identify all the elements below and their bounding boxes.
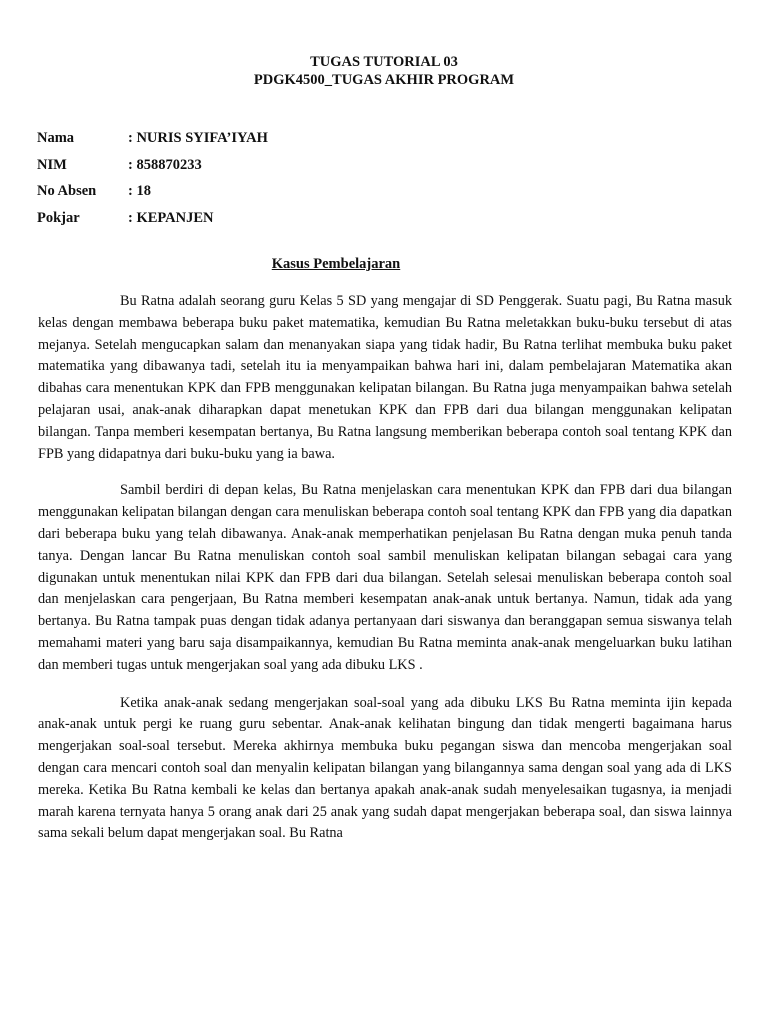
identity-row-absen: [37, 181, 437, 208]
identity-value: : KEPANJEN: [128, 209, 214, 226]
identity-label: No Absen: [37, 183, 97, 199]
document-subtitle: PDGK4500_TUGAS AKHIR PROGRAM: [253, 72, 515, 88]
identity-row-nim: [37, 155, 437, 182]
identity-label: NIM: [37, 156, 67, 173]
paragraph: Bu Ratna adalah seorang guru Kelas 5 SD yang mengajar di SD Penggerak. Suatu pagi, Bu Ratna masuk kelas dengan membawa beberapa buku paket matematika, kemudian Bu Ratna meletakkan buku-buku tersebut di atas mejanya. Setelah mengucapkan salam dan menanyakan siapa yang tidak hadir, Bu Ratna terlihat membuka buku paket matematika yang dibawanya tadi, setelah itu ia menyampaikan bahwa hari ini, dalam pembelajaran Matematika akan dibahas cara menentukan KPK dan FPB menggunakan kelipatan bilangan. Bu Ratna juga menyampaikan bahwa setelah pelajaran usai, anak-anak diharapkan dapat menetukan KPK dan FPB dari dua bilangan menggunakan kelipatan bilangan. Tanpa memberi kesempatan bertanya, Bu Ratna langsung memberikan beberapa contoh soal tentang KPK dan FPB yang didapatnya dari buku-buku yang ia bawa.: [38, 293, 732, 462]
document-title: TUGAS TUTORIAL 03: [310, 54, 458, 70]
identity-block: [37, 128, 437, 234]
identity-label: Nama: [37, 130, 75, 146]
section-heading: Kasus Pembelajaran: [271, 256, 401, 272]
identity-value: : 18: [128, 183, 151, 199]
identity-value: : 858870233: [128, 156, 202, 173]
document-body: [38, 291, 732, 845]
identity-row-name: [37, 128, 437, 155]
identity-label: Pokjar: [37, 209, 80, 226]
identity-row-pokjar: [37, 208, 437, 235]
paragraph: Sambil berdiri di depan kelas, Bu Ratna menjelaskan cara menentukan KPK dan FPB dari dua bilangan menggunakan kelipatan bilangan dengan cara menuliskan beberapa contoh soal tentang KPK dan FPB yang dia dapatkan dari beberapa buku yang telah dibawanya. Anak-anak memperhatikan penjelasan Bu Ratna dengan muka penuh tanda tanya. Dengan lancar Bu Ratna menuliskan contoh soal sambil menuliskan kelipatan bilangan sebagai cara yang digunakan untuk menentukan nilai KPK dan FPB dari dua bilangan. Setelah selesai menuliskan beberapa contoh soal dan menjelaskan cara pengerjaan, Bu Ratna memberi kesempatan anak-anak untuk bertanya. Namun, tidak ada yang bertanya. Bu Ratna tampak puas dengan tidak adanya pertanyaan dari siswanya dan beranggapan semua siswanya telah memahami materi yang baru saja disampaikannya, kemudian Bu Ratna meminta anak-anak mengeluarkan buku latihan dan memberi tugas untuk mengerjakan soal yang ada dibuku LKS .: [38, 482, 732, 673]
identity-value: : NURIS SYIFA’IYAH: [128, 130, 268, 146]
paragraph: Ketika anak-anak sedang mengerjakan soal-soal yang ada dibuku LKS Bu Ratna meminta ijin kepada anak-anak untuk pergi ke ruang guru sebentar. Anak-anak kelihatan bingung dan tidak mengerti bagaimana harus mengerjakan soal-soal tersebut. Mereka akhirnya membuka buku pegangan siswa dan mencoba mengerjakan soal dengan cara mencari contoh soal dan menyalin kelipatan bilangan yang bilangannya sama dengan soal yang ada di LKS mereka. Ketika Bu Ratna kembali ke kelas dan bertanya apakah anak-anak sudah menyelesaikan tugasnya, ia menjadi marah karena ternyata hanya 5 orang anak dari 25 anak yang sudah dapat mengerjakan beberapa soal, dan siswa lainnya sama sekali belum dapat mengerjakan soal. Bu Ratna: [38, 694, 732, 842]
